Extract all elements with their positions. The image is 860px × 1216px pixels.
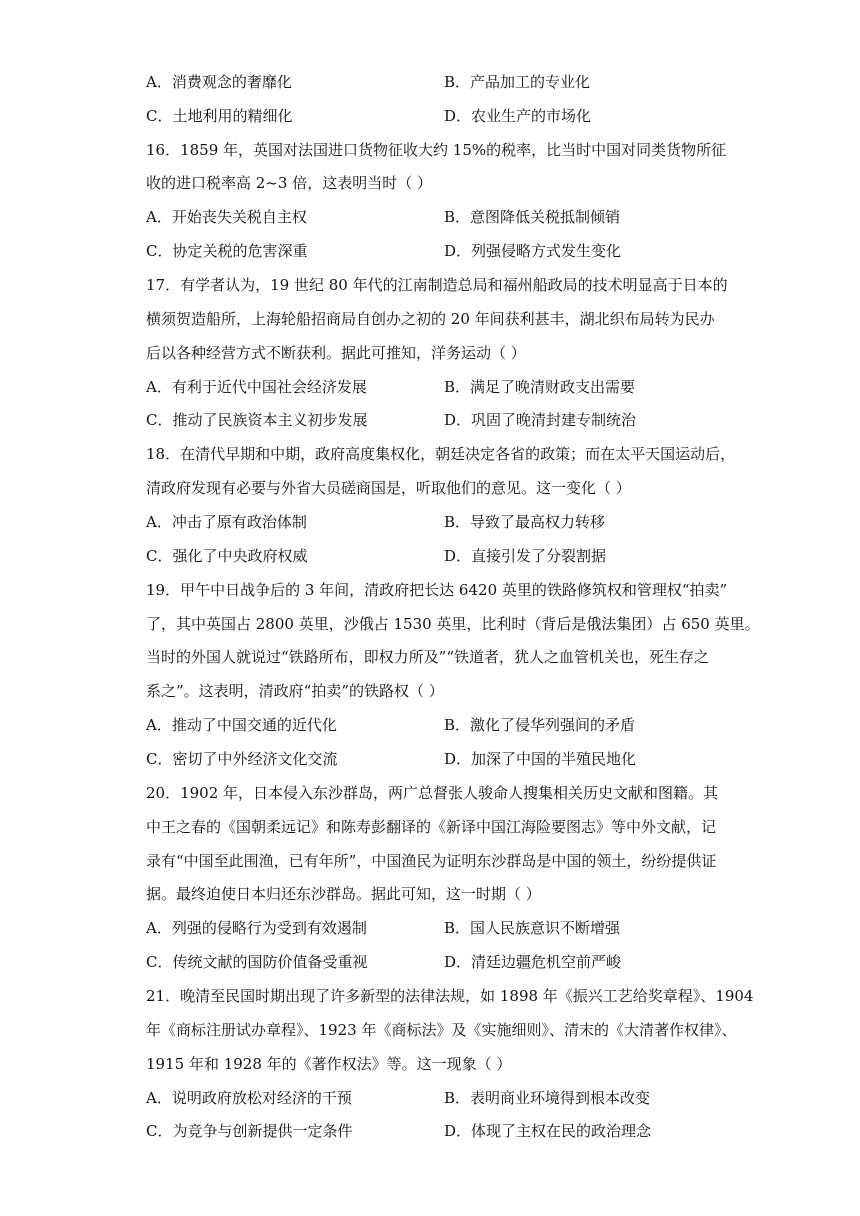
q16-option-d: D．列强侵略方式发生变化 xyxy=(444,242,622,260)
q16-option-b: B．意图降低关税抵制倾销 xyxy=(444,208,621,226)
q17-stem-line-2: 横须贺造船所，上海轮船招商局自创办之初的 20 年间获利甚丰，湖北织布局转为民办 xyxy=(146,310,715,328)
q18-option-a: A．冲击了原有政治体制 xyxy=(146,513,307,531)
q15-option-b: B．产品加工的专业化 xyxy=(444,73,591,91)
q21-option-c: C．为竞争与创新提供一定条件 xyxy=(146,1122,353,1140)
q20-stem-line-3: 录有“中国至此围渔，已有年所”，中国渔民为证明东沙群岛是中国的领土，纷纷提供证 xyxy=(146,852,717,870)
q17-stem-line-1: 17．有学者认为，19 世纪 80 年代的江南制造总局和福州船政局的技术明显高于日本的 xyxy=(146,276,728,294)
q18-stem-line-1: 18．在清代早期和中期，政府高度集权化，朝廷决定各省的政策；而在太平天国运动后， xyxy=(146,445,736,463)
q19-stem-line-1: 19．甲午中日战争后的 3 年间，清政府把长达 6420 英里的铁路修筑权和管理权“拍卖” xyxy=(146,581,728,599)
q19-stem-line-2: 了，其中英国占 2800 英里，沙俄占 1530 英里，比利时（背后是俄法集团）占 650 英里。 xyxy=(146,615,760,633)
q19-option-d: D．加深了中国的半殖民地化 xyxy=(444,750,637,768)
q17-option-b: B．满足了晚清财政支出需要 xyxy=(444,378,636,396)
q16-stem-line-1: 16．1859 年，英国对法国进口货物征收大约 15%的税率，比当时中国对同类货物所征 xyxy=(146,141,727,159)
q18-stem-line-2: 清政府发现有必要与外省大员磋商国是，听取他们的意见。这一变化（ ） xyxy=(146,479,631,497)
q19-option-b: B．激化了侵华列强间的矛盾 xyxy=(444,716,636,734)
q20-stem-line-2: 中王之春的《国朝柔远记》和陈寿彭翻译的《新译中国江海险要图志》等中外文献，记 xyxy=(146,818,717,836)
q16-option-a: A．开始丧失关税自主权 xyxy=(146,208,307,226)
q21-stem-line-1: 21．晚清至民国时期出现了许多新型的法律法规，如 1898 年《振兴工艺给奖章程》、1904 xyxy=(146,987,754,1005)
q20-option-b: B．国人民族意识不断增强 xyxy=(444,919,621,937)
q17-option-a: A．有利于近代中国社会经济发展 xyxy=(146,378,367,396)
q15-option-c: C．土地利用的精细化 xyxy=(146,107,293,125)
q17-option-d: D．巩固了晚清封建专制统治 xyxy=(444,411,637,429)
q17-stem-line-3: 后以各种经营方式不断获利。据此可推知，洋务运动（ ） xyxy=(146,344,526,362)
q15-option-a: A．消费观念的奢靡化 xyxy=(146,73,292,91)
q18-option-c: C．强化了中央政府权威 xyxy=(146,547,308,565)
q20-stem-line-1: 20．1902 年，日本侵入东沙群岛，两广总督张人骏命人搜集相关历史文献和图籍。其 xyxy=(146,784,719,802)
q20-stem-line-4: 据。最终迫使日本归还东沙群岛。据此可知，这一时期（ ） xyxy=(146,885,541,903)
q16-stem-line-2: 收的进口税率高 2~3 倍，这表明当时（ ） xyxy=(146,174,432,192)
q21-stem-line-2: 年《商标注册试办章程》、1923 年《商标法》及《实施细则》、清末的《大清著作权律》、 xyxy=(146,1021,737,1039)
q19-option-c: C．密切了中外经济文化交流 xyxy=(146,750,338,768)
q15-option-d: D．农业生产的市场化 xyxy=(444,107,592,125)
q17-option-c: C．推动了民族资本主义初步发展 xyxy=(146,411,368,429)
q19-option-a: A．推动了中国交通的近代化 xyxy=(146,716,337,734)
q18-option-d: D．直接引发了分裂割据 xyxy=(444,547,607,565)
q18-option-b: B．导致了最高权力转移 xyxy=(444,513,606,531)
q21-option-a: A．说明政府放松对经济的干预 xyxy=(146,1089,352,1107)
q21-stem-line-3: 1915 年和 1928 年的《著作权法》等。这一现象（ ） xyxy=(146,1055,512,1073)
q21-option-b: B．表明商业环境得到根本改变 xyxy=(444,1089,651,1107)
q21-option-d: D．体现了主权在民的政治理念 xyxy=(444,1122,652,1140)
q19-stem-line-4: 系之”。这表明，清政府“拍卖”的铁路权（ ） xyxy=(146,682,444,700)
q20-option-c: C．传统文献的国防价值备受重视 xyxy=(146,953,368,971)
q20-option-a: A．列强的侵略行为受到有效遏制 xyxy=(146,919,367,937)
q16-option-c: C．协定关税的危害深重 xyxy=(146,242,308,260)
q20-option-d: D．清廷边疆危机空前严峻 xyxy=(444,953,622,971)
q19-stem-line-3: 当时的外国人就说过“铁路所布，即权力所及”“铁道者，犹人之血管机关也，死生存之 xyxy=(146,648,710,666)
